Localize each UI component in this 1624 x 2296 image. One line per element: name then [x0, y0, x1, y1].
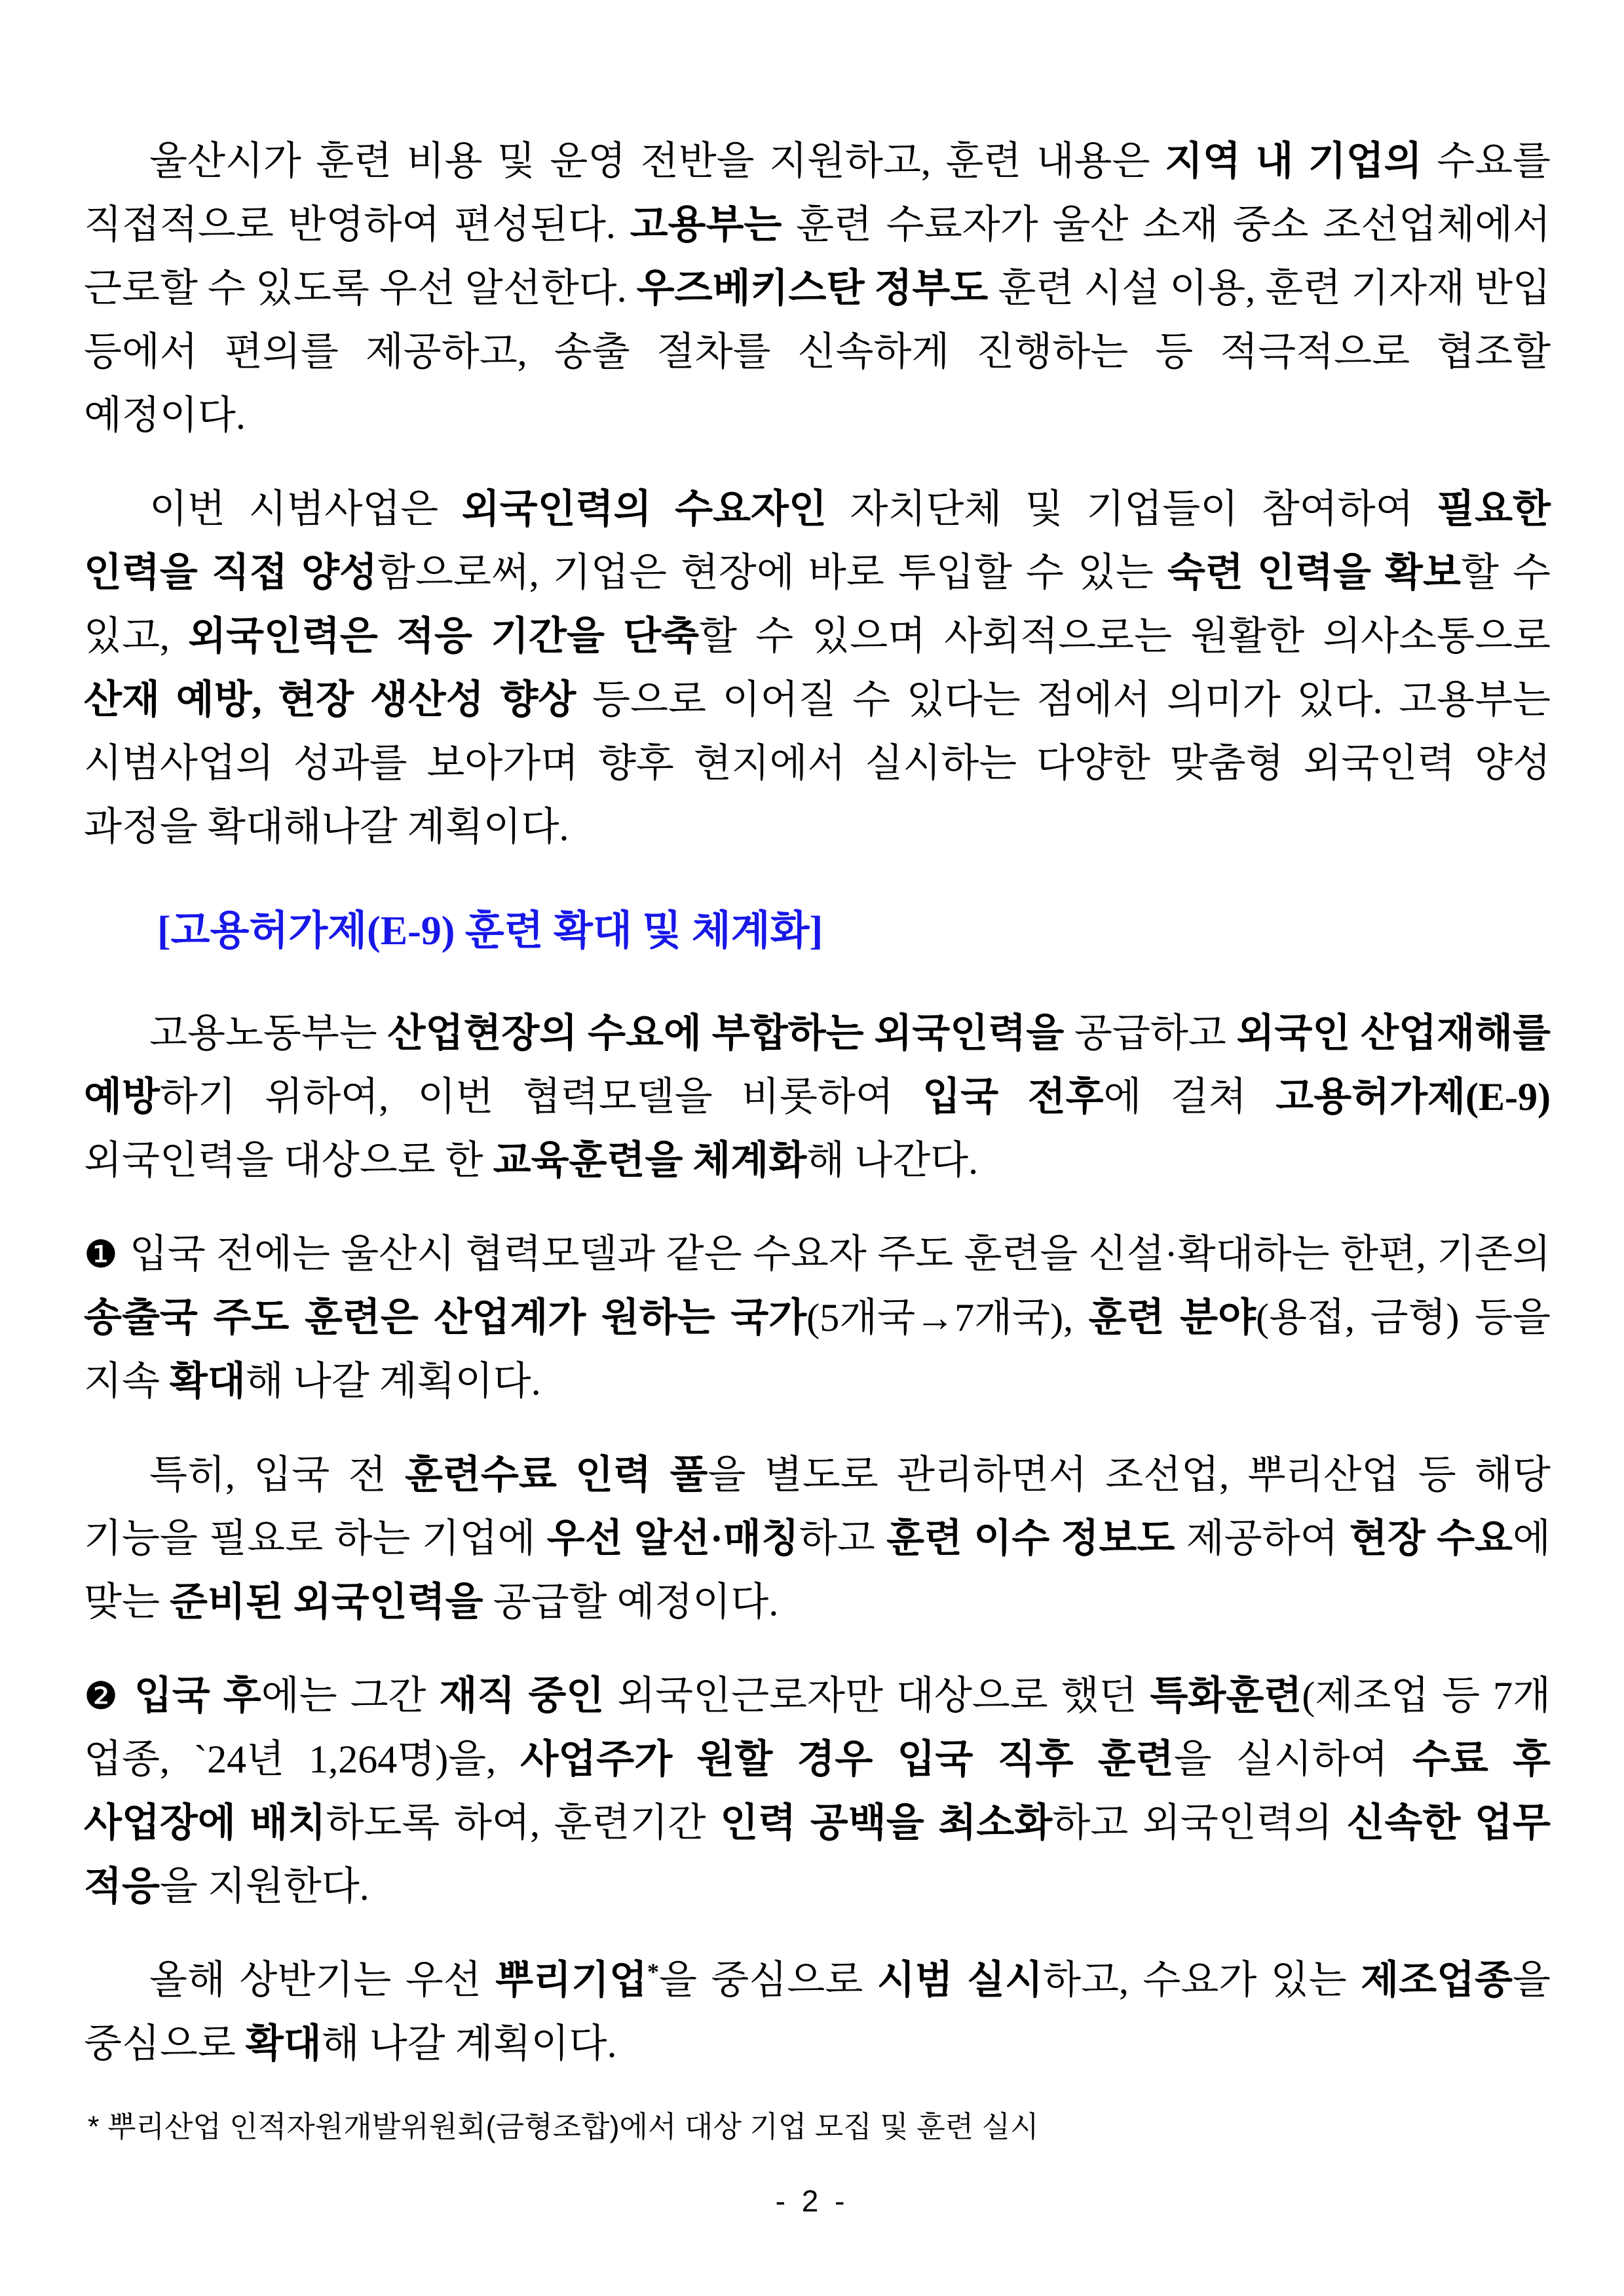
- paragraph-trainee-pool: [84, 1444, 1551, 1634]
- text-run: 을 중심으로: [658, 1959, 877, 2002]
- text-run: 하고 외국인력의: [1052, 1801, 1347, 1845]
- text-run: 공급할 예정이다.: [483, 1580, 779, 1624]
- text-run-bold: 확대: [245, 2022, 322, 2065]
- text-run-bold: 필요한 인력을 직접 양성: [84, 488, 1551, 594]
- text-run-bold: 사업주가 원할 경우 입국 직후 훈련: [520, 1738, 1174, 1781]
- text-run-bold: 재직 중인: [439, 1674, 605, 1717]
- text-run-bold: 신속한 업무 적응: [84, 1801, 1551, 1908]
- text-run: (용접, 금형) 등을 지속: [84, 1296, 1551, 1403]
- text-run-bold: 인력 공백을 최소화: [720, 1801, 1053, 1845]
- text-run-bold: 시범 실시: [877, 1959, 1044, 2002]
- text-run: 할 수 있고,: [84, 551, 1551, 658]
- section-header-e9-training: [고용허가제(E-9) 훈련 확대 및 체계화]: [157, 909, 823, 953]
- footnote-text: * 뿌리산업 인적자원개발위원회(금형조합)에서 대상 기업 모집 및 훈련 실시: [88, 2110, 1039, 2143]
- text-run: (제조업 등 7개 업종, `24년 1,264명)을,: [84, 1674, 1551, 1781]
- text-run-bold: 숙련 인력을 확보: [1167, 551, 1461, 594]
- text-run: 훈련 시설 이용, 훈련 기자재 반입 등에서 편의를 제공하고, 송출 절차를 신속하게 진행하는 등 적극적으로 협조할 예정이다.: [84, 267, 1551, 437]
- text-run: 하기 위하여, 이번 협력모델을 비롯하여: [159, 1075, 923, 1119]
- text-run: 입국 전에는 울산시 협력모델과 같은 수요자 주도 훈련을 신설·확대하는 한편, 기존의: [119, 1233, 1551, 1276]
- text-run: (5개국→7개국),: [806, 1296, 1089, 1339]
- text-run-bold: 입국 전후: [922, 1075, 1104, 1119]
- text-run: 수요를 직접적으로 반영하여 편성된다.: [84, 140, 1551, 246]
- text-run-bold: 우선 알선·매칭: [546, 1517, 799, 1560]
- text-run-bold: 우즈베키스탄 정부도: [636, 267, 989, 310]
- page-number: - 2 -: [775, 2184, 849, 2218]
- text-run: 하도록 하여, 훈련기간: [326, 1801, 721, 1845]
- paragraph-pilot-project: [84, 478, 1551, 859]
- text-run: 할 수 있으며 사회적으로는 원활한 의사소통으로: [699, 615, 1551, 658]
- text-run: 을 중심으로: [84, 1959, 1551, 2065]
- text-run-bold: 고용부는: [630, 203, 782, 246]
- text-run: 고용노동부는: [149, 1012, 388, 1055]
- text-run: 외국인력을 대상으로 한: [84, 1139, 493, 1182]
- footnote-marker: *: [647, 1959, 659, 1985]
- text-run: 해 나갈 계획이다.: [321, 2022, 617, 2065]
- circled-one-bullet-icon: ❶: [84, 1232, 119, 1276]
- paragraph-item-1-pre-entry: [84, 1223, 1551, 1413]
- text-run: 하고: [799, 1517, 887, 1560]
- text-run: 올해 상반기는 우선: [149, 1959, 496, 2002]
- text-run: 함으로써, 기업은 현장에 바로 투입할 수 있는: [377, 551, 1168, 594]
- text-run-bold: 제조업종: [1361, 1959, 1513, 2002]
- text-run-bold: 확대: [169, 1360, 246, 1403]
- paragraph-first-half-plan: [84, 1949, 1551, 2076]
- text-run-bold: 고용허가제(E-9): [1275, 1075, 1551, 1119]
- paragraph-item-2-post-entry: [84, 1664, 1551, 1919]
- text-run-bold: 훈련 분야: [1088, 1296, 1256, 1339]
- text-run-bold: 훈련수료 인력 풀: [404, 1453, 708, 1497]
- text-run: 에는 그간: [261, 1674, 440, 1717]
- text-run: 에 걸쳐: [1103, 1075, 1276, 1119]
- text-run-bold: 산재 예방, 현장 생산성 향상: [84, 678, 576, 721]
- text-run-bold: 뿌리기업: [495, 1959, 647, 2002]
- text-run: 등으로 이어질 수 있다는 점에서 의미가 있다. 고용부는 시범사업의 성과를 보아가며 향후 현지에서 실시하는 다양한 맞춤형 외국인력 양성 과정을 확대해나갈 계획이다.: [84, 678, 1551, 849]
- text-run-bold: 현장 수요: [1349, 1517, 1513, 1560]
- text-run: 을 실시하여: [1173, 1738, 1412, 1781]
- text-run: 외국인근로자만 대상으로 했던: [604, 1674, 1150, 1717]
- text-run-bold: 외국인력의 수요자인: [461, 488, 827, 531]
- text-run: 울산시가 훈련 비용 및 운영 전반을 지원하고, 훈련 내용은: [149, 140, 1165, 183]
- text-run-bold: 특화훈련: [1150, 1674, 1302, 1717]
- text-run: 훈련 수료자가 울산 소재 중소 조선업체에서 근로할 수 있도록 우선 알선한다.: [84, 203, 1551, 310]
- paragraph-ulsan-support: [84, 130, 1551, 448]
- text-run-bold: 수료 후 사업장에 배치: [84, 1738, 1551, 1845]
- paragraph-moel-plan: [84, 1002, 1551, 1193]
- text-run: [121, 1674, 134, 1717]
- text-run: 하고, 수요가 있는: [1043, 1959, 1361, 2002]
- text-run: 제공하여: [1175, 1517, 1350, 1560]
- circled-two-bullet-icon: ❷: [84, 1674, 121, 1718]
- text-run-bold: 송출국 주도 훈련은 산업계가 원하는 국가: [84, 1296, 807, 1339]
- text-run-bold: 준비된 외국인력을: [169, 1580, 483, 1624]
- text-run-bold: 교육훈련을 체계화: [493, 1139, 807, 1182]
- text-run-bold: 훈련 이수 정보도: [886, 1517, 1175, 1560]
- text-run-bold: 지역 내 기업의: [1165, 140, 1422, 183]
- text-run: 을 지원한다.: [159, 1865, 369, 1908]
- text-run: 공급하고: [1064, 1012, 1237, 1055]
- text-run-bold: 외국인력은 적응 기간을 단축: [188, 615, 700, 658]
- text-run-bold: 외국인 산업재해를 예방: [84, 1012, 1551, 1119]
- text-run-bold: 입국 후: [134, 1674, 261, 1717]
- text-run: 에 맞는: [84, 1517, 1551, 1624]
- text-run: 해 나간다.: [806, 1139, 979, 1182]
- text-run: 해 나갈 계획이다.: [245, 1360, 541, 1403]
- text-run: 을 별도로 관리하면서 조선업, 뿌리산업 등 해당 기능을 필요로 하는 기업에: [84, 1453, 1551, 1560]
- text-run-bold: 산업현장의 수요에 부합하는 외국인력을: [387, 1012, 1065, 1055]
- text-run: 이번 시범사업은: [149, 488, 462, 531]
- text-run: 자치단체 및 기업들이 참여하여: [826, 488, 1437, 531]
- text-run: 특히, 입국 전: [149, 1453, 405, 1497]
